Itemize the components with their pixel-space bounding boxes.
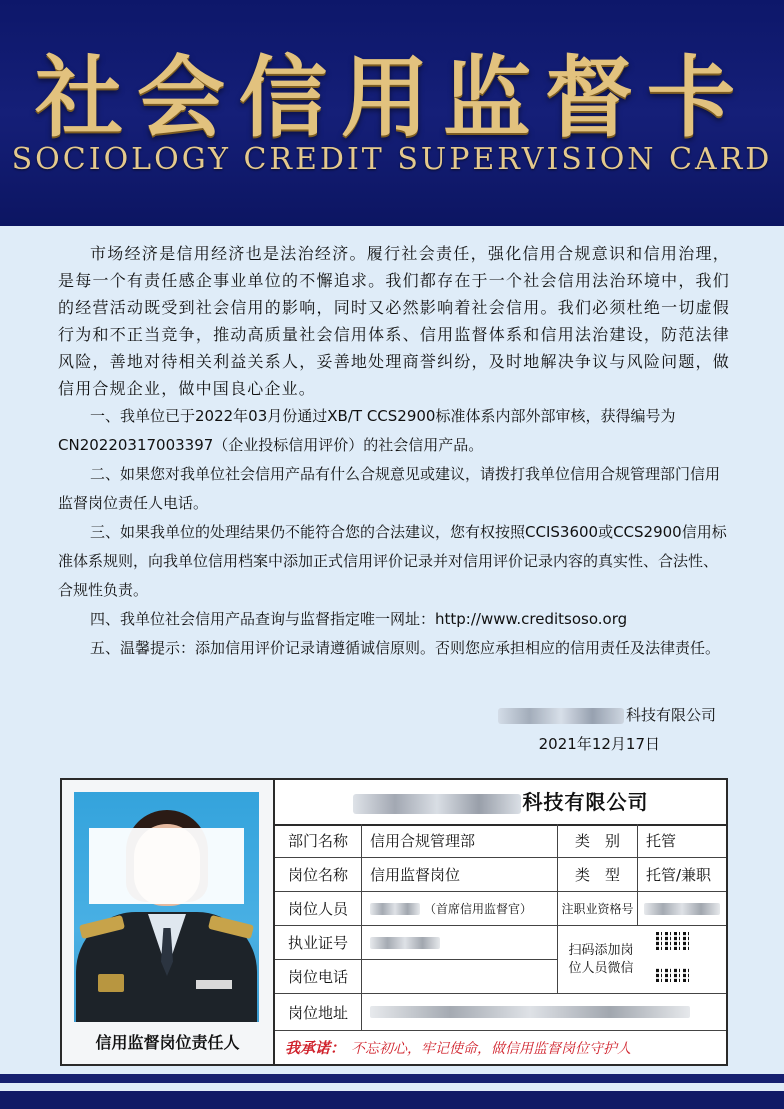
redacted-address <box>370 1006 690 1018</box>
qr-area <box>558 926 726 994</box>
promise-text: 不忘初心，牢记使命，做信用监督岗位守护人 <box>351 1040 632 1057</box>
redacted-company-name <box>498 708 624 724</box>
label-phone: 岗位电话 <box>275 960 362 994</box>
person-photo <box>74 792 259 1022</box>
label-category: 类 别 <box>558 824 638 858</box>
signature-date: 2021年12月17日 <box>538 735 660 753</box>
clause-item: 三、如果我单位的处理结果仍不能符合您的合法建议，您有权按照CCIS3600或CCS2900信用标准体系规则，向我单位信用档案中添加正式信用评价记录并对信用评价记录内容的真实性、合法性、合规性负责。 <box>58 523 727 599</box>
face-redaction <box>89 828 244 904</box>
promise-label: 我承诺： <box>285 1039 346 1057</box>
clause-item: 二、如果您对我单位社会信用产品有什么合规意见或建议，请拨打我单位信用合规管理部门信用监督岗位责任人电话。 <box>58 465 721 512</box>
clause-item: 四、我单位社会信用产品查询与监督指定唯一网址：http://www.creditsoso.org <box>90 610 628 628</box>
clause-item: 一、我单位已于2022年03月份通过XB/T CCS2900标准体系内部外部审核，获得编号为CN20220317003397（企业投标信用评价）的社会信用产品。 <box>58 407 676 454</box>
signature-company <box>498 704 716 725</box>
footer-stripe <box>0 1074 784 1083</box>
qr-code-icon[interactable] <box>656 968 690 982</box>
clause-item: 五、温馨提示：添加信用评价记录请遵循诚信原则。否则您应承担相应的信用责任及法律责任。 <box>90 639 721 657</box>
photo-caption: 信用监督岗位责任人 <box>95 1033 240 1052</box>
label-department: 部门名称 <box>275 824 362 858</box>
value-person: （首席信用监督官） <box>362 892 558 926</box>
label-address: 岗位地址 <box>275 994 362 1030</box>
redacted-company-name <box>353 794 521 814</box>
photo-panel <box>62 780 275 1064</box>
value-license <box>362 926 558 960</box>
value-category: 托管 <box>638 824 726 858</box>
value-phone <box>362 960 558 994</box>
label-position: 岗位名称 <box>275 858 362 892</box>
redacted-license-number <box>370 937 440 949</box>
intro-paragraph: 市场经济是信用经济也是法治经济。履行社会责任，强化信用合规意识和信用治理，是每一个有责任感企事业单位的不懈追求。我们都存在于一个社会信用法治环境中，我们的经营活动既受到社会信用的影响，同时又必然影响着社会信用。我们必须杜绝一切虚假行为和不正当竞争，推动高质量社会信用体系、信用监督体系和信用法治建设，防范法律风险，善地对待相关利益关系人，妥善地处理商誉纠纷，及时地解决争议与风险问题，做信用合规企业，做中国良心企业。 <box>58 244 730 398</box>
supervision-card <box>60 778 728 1066</box>
value-cert <box>638 892 726 926</box>
value-type: 托管/兼职 <box>638 858 726 892</box>
label-cert: 注职业资格号 <box>558 892 638 926</box>
promise-line <box>275 1030 726 1064</box>
redacted-cert-number <box>644 903 720 915</box>
card-company-name: 科技有限公司 <box>275 780 726 826</box>
signature-company-suffix: 科技有限公司 <box>625 706 716 724</box>
redacted-person-name <box>370 903 420 915</box>
value-address <box>362 994 726 1030</box>
value-department: 信用合规管理部 <box>362 824 558 858</box>
label-license: 执业证号 <box>275 926 362 960</box>
footer-bar <box>0 1091 784 1109</box>
card-subtitle: SOCIOLOGY CREDIT SUPERVISION CARD <box>11 142 773 177</box>
qr-code-icon[interactable] <box>656 932 690 950</box>
card-title: 社会信用监督卡 <box>34 45 749 149</box>
value-position: 信用监督岗位 <box>362 858 558 892</box>
scan-note: 扫码添加岗位人员微信 <box>568 942 634 976</box>
header-banner <box>0 0 784 226</box>
label-type: 类 型 <box>558 858 638 892</box>
clause-list <box>58 402 730 663</box>
label-person: 岗位人员 <box>275 892 362 926</box>
